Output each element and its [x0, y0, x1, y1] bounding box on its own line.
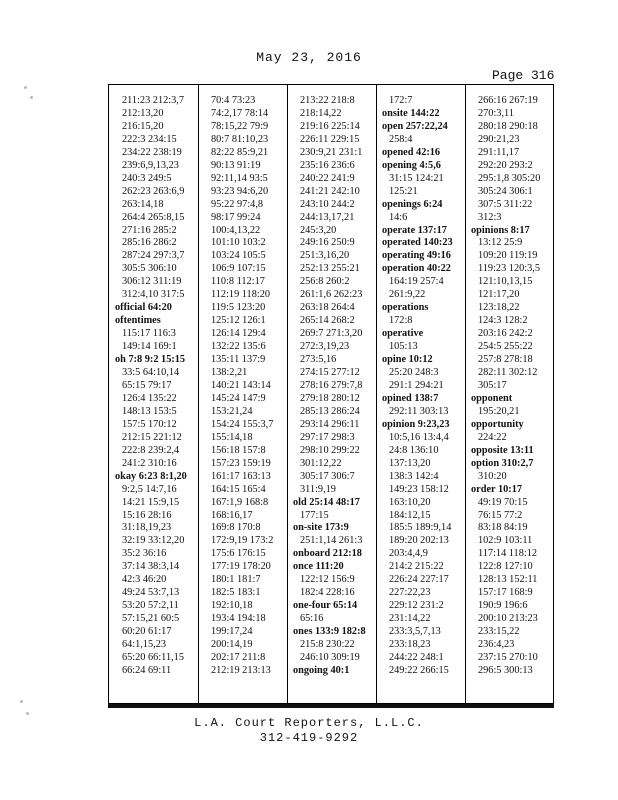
index-reference: 74:2,17 78:14	[211, 107, 269, 119]
index-reference: 292:20 293:2	[478, 159, 533, 171]
index-reference: 254:5 255:22	[478, 341, 533, 353]
index-reference: 32:19 33:12,20	[122, 535, 185, 547]
index-reference: 145:24 147:9	[211, 392, 266, 404]
index-reference: 33:5 64:10,14	[122, 367, 180, 379]
index-reference: 213:22 218:8	[300, 95, 355, 106]
index-reference: 262:23 263:6,9	[122, 185, 185, 197]
index-reference: 138:2,21	[211, 367, 248, 379]
index-term: official 64:20	[115, 302, 172, 314]
index-reference: 287:24 297:3,7	[122, 250, 185, 262]
index-reference: 249:22 266:15	[389, 664, 449, 676]
index-reference: 246:10 309:19	[300, 651, 360, 663]
index-reference: 164:19 257:4	[389, 276, 444, 288]
index-reference: 25:20 248:3	[389, 367, 439, 379]
index-term: onsite 144:22	[382, 107, 440, 119]
index-term: openings 6:24	[382, 198, 443, 210]
index-reference: 263:14,18	[122, 198, 164, 210]
index-reference: 193:4 194:18	[211, 613, 266, 625]
index-reference: 298:10 299:22	[300, 444, 360, 456]
index-reference: 280:18 290:18	[478, 120, 538, 132]
index-reference: 245:3,20	[300, 224, 337, 236]
index-reference: 125:12 126:1	[211, 315, 266, 327]
index-reference: 270:3,11	[478, 107, 514, 119]
index-reference: 237:15 270:10	[478, 651, 538, 663]
index-reference: 252:13 255:21	[300, 263, 360, 275]
index-reference: 37:14 38:3,14	[122, 561, 180, 573]
index-reference: 272:3,19,23	[300, 341, 350, 353]
index-reference: 172:9,19 173:2	[211, 535, 274, 547]
index-reference: 233:18,23	[389, 639, 431, 651]
index-term: opportunity	[471, 418, 524, 430]
scan-speck	[24, 86, 27, 89]
index-reference: 263:18 264:4	[300, 302, 355, 314]
index-reference: 285:13 286:24	[300, 405, 360, 417]
index-column-2	[204, 95, 288, 695]
index-reference: 101:10 103:2	[211, 237, 266, 249]
index-reference: 164:15 165:4	[211, 483, 266, 495]
index-reference: 78:15,22 79:9	[211, 120, 269, 132]
index-reference: 291:11,17	[478, 146, 520, 158]
index-reference: 285:16 286:2	[122, 237, 177, 249]
index-reference: 182:4 228:16	[300, 587, 355, 599]
index-reference: 293:14 296:11	[300, 418, 360, 430]
index-reference: 211:23 212:3,7	[122, 95, 184, 106]
index-term: option 310:2,7	[471, 457, 534, 469]
index-reference: 9:2,5 14:7,16	[122, 483, 177, 495]
index-reference: 310:20	[478, 470, 507, 482]
index-reference: 266:16 267:19	[478, 95, 538, 106]
index-reference: 297:17 298:3	[300, 431, 355, 443]
index-reference: 296:5 300:13	[478, 664, 533, 676]
index-reference: 117:14 118:12	[478, 548, 538, 560]
index-reference: 35:2 36:16	[122, 548, 167, 560]
index-reference: 14:21 15:9,15	[122, 496, 180, 508]
index-reference: 218:14,22	[300, 107, 342, 119]
index-term: oftentimes	[115, 315, 161, 327]
page-header-date: May 23, 2016	[256, 50, 362, 65]
index-reference: 244:13,17,21	[300, 211, 355, 223]
index-reference: 264:4 265:8,15	[122, 211, 185, 223]
index-term: opinions 8:17	[471, 224, 530, 236]
index-reference: 83:18 84:19	[478, 522, 528, 534]
index-reference: 110:8 112:17	[211, 276, 265, 288]
index-term: operate 137:17	[382, 224, 447, 236]
page-number: Page 316	[492, 68, 555, 83]
index-reference: 98:17 99:24	[211, 211, 261, 223]
index-reference: 305:17	[478, 379, 507, 391]
index-reference: 203:16 242:2	[478, 328, 533, 340]
index-term: okay 6:23 8:1,20	[115, 470, 187, 482]
index-reference: 202:17 211:8	[211, 651, 266, 663]
index-reference: 301:12,22	[300, 457, 342, 469]
index-reference: 149:23 158:12	[389, 483, 449, 495]
index-reference: 105:13	[389, 341, 418, 353]
index-term: ones 133:9 182:8	[293, 626, 366, 638]
index-reference: 121:17,20	[478, 289, 520, 301]
index-reference: 192:10,18	[211, 600, 253, 612]
index-reference: 212:13,20	[122, 107, 164, 119]
index-reference: 224:22	[478, 431, 507, 443]
index-term: on-site 173:9	[293, 522, 349, 534]
index-reference: 240:3 249:5	[122, 172, 172, 184]
index-term: once 111:20	[293, 561, 344, 573]
index-term: opening 4:5,6	[382, 159, 441, 171]
footer-phone: 312-419-9292	[259, 731, 359, 745]
index-reference: 185:5 189:9,14	[389, 522, 452, 534]
index-term: operation 40:22	[382, 263, 451, 275]
index-term: operated 140:23	[382, 237, 453, 249]
index-reference: 49:24 53:7,13	[122, 587, 180, 599]
index-reference: 119:5 123:20	[211, 302, 266, 314]
index-reference: 157:5 170:12	[122, 418, 177, 430]
index-reference: 226:24 227:17	[389, 574, 449, 586]
index-reference: 257:8 278:18	[478, 354, 533, 366]
index-reference: 103:24 105:5	[211, 250, 266, 262]
index-reference: 292:11 303:13	[389, 405, 449, 417]
index-reference: 122:8 127:10	[478, 561, 533, 573]
index-term: open 257:22,24	[382, 120, 448, 132]
index-reference: 137:13,20	[389, 457, 431, 469]
index-reference: 66:24 69:11	[122, 664, 172, 676]
index-reference: 233:15,22	[478, 626, 520, 638]
index-column-4	[382, 95, 466, 695]
index-term: one-four 65:14	[293, 600, 358, 612]
index-reference: 125:21	[389, 185, 418, 197]
index-term: old 25:14 48:17	[293, 496, 360, 508]
index-term: opined 138:7	[382, 392, 439, 404]
index-reference: 65:20 66:11,15	[122, 651, 184, 663]
scan-speck	[30, 96, 33, 99]
index-reference: 10:5,16 13:4,4	[389, 431, 449, 443]
index-reference: 154:24 155:3,7	[211, 418, 274, 430]
index-reference: 60:20 61:17	[122, 626, 172, 638]
index-term: opponent	[471, 392, 513, 404]
index-reference: 241:21 242:10	[300, 185, 360, 197]
index-reference: 271:16 285:2	[122, 224, 177, 236]
index-reference: 95:22 97:4,8	[211, 198, 264, 210]
index-reference: 312:4,10 317:5	[122, 289, 185, 301]
index-reference: 115:17 116:3	[122, 328, 176, 340]
index-reference: 65:15 79:17	[122, 379, 172, 391]
index-reference: 157:23 159:19	[211, 457, 271, 469]
index-reference: 311:9,19	[300, 483, 336, 495]
index-reference: 278:16 279:7,8	[300, 379, 363, 391]
index-reference: 92:11,14 93:5	[211, 172, 268, 184]
index-reference: 290:21,23	[478, 133, 520, 145]
index-reference: 180:1 181:7	[211, 574, 261, 586]
index-reference: 251:1,14 261:3	[300, 535, 363, 547]
index-reference: 24:8 136:10	[389, 444, 439, 456]
index-reference: 236:4,23	[478, 639, 515, 651]
index-reference: 156:18 157:8	[211, 444, 266, 456]
index-reference: 241:2 310:16	[122, 457, 177, 469]
index-reference: 312:3	[478, 211, 502, 223]
index-reference: 82:22 85:9,21	[211, 146, 269, 158]
word-index-frame	[108, 84, 554, 704]
index-reference: 233:3,5,7,13	[389, 626, 441, 638]
index-reference: 265:14 268:2	[300, 315, 355, 327]
index-reference: 215:8 230:22	[300, 639, 355, 651]
index-reference: 124:3 128:2	[478, 315, 528, 327]
index-reference: 57:15,21 60:5	[122, 613, 180, 625]
index-reference: 70:4 73:23	[211, 95, 256, 106]
index-reference: 200:10 213:23	[478, 613, 538, 625]
index-reference: 229:12 231:2	[389, 600, 444, 612]
index-reference: 119:23 120:3,5	[478, 263, 540, 275]
index-reference: 222:8 239:2,4	[122, 444, 180, 456]
index-reference: 80:7 81:10,23	[211, 133, 269, 145]
index-reference: 90:13 91:19	[211, 159, 261, 171]
index-term: opinion 9:23,23	[382, 418, 450, 430]
scan-speck	[26, 712, 29, 715]
index-reference: 251:3,16,20	[300, 250, 350, 262]
index-reference: 182:5 183:1	[211, 587, 261, 599]
index-reference: 177:19 178:20	[211, 561, 271, 573]
index-reference: 258:4	[389, 133, 413, 145]
index-reference: 49:19 70:15	[478, 496, 528, 508]
index-reference: 200:14,19	[211, 639, 253, 651]
index-reference: 109:20 119:19	[478, 250, 538, 262]
index-reference: 13:12 25:9	[478, 237, 523, 249]
index-reference: 93:23 94:6,20	[211, 185, 269, 197]
index-reference: 199:17,24	[211, 626, 253, 638]
index-reference: 203:4,4,9	[389, 548, 428, 560]
index-reference: 138:3 142:4	[389, 470, 439, 482]
index-reference: 53:20 57:2,11	[122, 600, 179, 612]
index-reference: 189:20 202:13	[389, 535, 449, 547]
index-reference: 167:1,9 168:8	[211, 496, 269, 508]
index-reference: 122:12 156:9	[300, 574, 355, 586]
index-reference: 172:8	[389, 315, 413, 327]
index-reference: 190:9 196:6	[478, 600, 528, 612]
index-reference: 214:2 215:22	[389, 561, 444, 573]
index-reference: 226:11 229:15	[300, 133, 360, 145]
index-reference: 227:22,23	[389, 587, 431, 599]
index-reference: 231:14,22	[389, 613, 431, 625]
index-term: opened 42:16	[382, 146, 441, 158]
index-reference: 295:1,8 305:20	[478, 172, 541, 184]
index-reference: 219:16 225:14	[300, 120, 360, 132]
index-reference: 76:15 77:2	[478, 509, 523, 521]
index-reference: 126:14 129:4	[211, 328, 266, 340]
index-reference: 163:10,20	[389, 496, 431, 508]
index-reference: 243:10 244:2	[300, 198, 355, 210]
index-reference: 102:9 103:11	[478, 535, 533, 547]
index-reference: 123:18,22	[478, 302, 520, 314]
index-reference: 291:1 294:21	[389, 379, 444, 391]
index-reference: 195:20,21	[478, 405, 520, 417]
index-reference: 169:8 170:8	[211, 522, 261, 534]
index-reference: 216:15,20	[122, 120, 164, 132]
index-reference: 14:6	[389, 211, 408, 223]
index-term: operating 49:16	[382, 250, 451, 262]
index-reference: 153:21,24	[211, 405, 253, 417]
index-reference: 305:5 306:10	[122, 263, 177, 275]
index-reference: 112:19 118:20	[211, 289, 271, 301]
index-reference: 282:11 302:12	[478, 367, 538, 379]
index-reference: 149:14 169:1	[122, 341, 177, 353]
index-reference: 168:16,17	[211, 509, 253, 521]
index-reference: 121:10,13,15	[478, 276, 533, 288]
index-reference: 100:4,13,22	[211, 224, 261, 236]
index-reference: 65:16	[300, 613, 324, 625]
index-reference: 157:17 168:9	[478, 587, 533, 599]
index-reference: 307:5 311:22	[478, 198, 533, 210]
index-term: onboard 212:18	[293, 548, 362, 560]
index-reference: 135:11 137:9	[211, 354, 266, 366]
index-reference: 132:22 135:6	[211, 341, 266, 353]
index-reference: 126:4 135:22	[122, 392, 177, 404]
footer-court-reporters: L.A. Court Reporters, L.L.C.	[194, 716, 424, 730]
index-term: operative	[382, 328, 424, 340]
index-term: opposite 13:11	[471, 444, 534, 456]
index-reference: 261:1,6 262:23	[300, 289, 363, 301]
index-reference: 222:3 234:15	[122, 133, 177, 145]
index-reference: 42:3 46:20	[122, 574, 167, 586]
index-reference: 230:9,21 231:1	[300, 146, 363, 158]
index-reference: 64:1,15,23	[122, 639, 167, 651]
index-reference: 212:19 213:13	[211, 664, 271, 676]
index-reference: 106:9 107:15	[211, 263, 266, 275]
index-column-1	[115, 95, 199, 695]
index-reference: 128:13 152:11	[478, 574, 538, 586]
index-reference: 235:16 236:6	[300, 159, 355, 171]
scan-speck	[20, 700, 23, 703]
index-term: opine 10:12	[382, 354, 433, 366]
index-reference: 172:7	[389, 95, 413, 106]
index-reference: 274:15 277:12	[300, 367, 360, 379]
index-reference: 175:6 176:15	[211, 548, 266, 560]
index-reference: 239:6,9,13,23	[122, 159, 179, 171]
index-reference: 306:12 311:19	[122, 276, 182, 288]
index-term: order 10:17	[471, 483, 522, 495]
index-reference: 31:15 124:21	[389, 172, 444, 184]
index-reference: 234:22 238:19	[122, 146, 182, 158]
index-reference: 249:16 250:9	[300, 237, 355, 249]
index-reference: 31:18,19,23	[122, 522, 172, 534]
index-term: operations	[382, 302, 429, 314]
index-reference: 279:18 280:12	[300, 392, 360, 404]
index-reference: 161:17 163:13	[211, 470, 271, 482]
index-term: ongoing 40:1	[293, 664, 350, 676]
index-reference: 261:9,22	[389, 289, 426, 301]
index-reference: 148:13 153:5	[122, 405, 177, 417]
index-reference: 155:14,18	[211, 431, 253, 443]
index-column-3	[293, 95, 377, 695]
index-reference: 269:7 271:3,20	[300, 328, 363, 340]
index-reference: 184:12,15	[389, 509, 431, 521]
index-column-5	[471, 95, 555, 695]
index-term: oh 7:8 9:2 15:15	[115, 354, 186, 366]
index-reference: 305:24 306:1	[478, 185, 533, 197]
index-reference: 177:15	[300, 509, 329, 521]
index-reference: 273:5,16	[300, 354, 337, 366]
index-reference: 256:8 260:2	[300, 276, 350, 288]
index-reference: 140:21 143:14	[211, 379, 271, 391]
index-reference: 15:16 28:16	[122, 509, 172, 521]
index-reference: 240:22 241:9	[300, 172, 355, 184]
index-reference: 212:15 221:12	[122, 431, 182, 443]
index-reference: 305:17 306:7	[300, 470, 355, 482]
index-reference: 244:22 248:1	[389, 651, 444, 663]
